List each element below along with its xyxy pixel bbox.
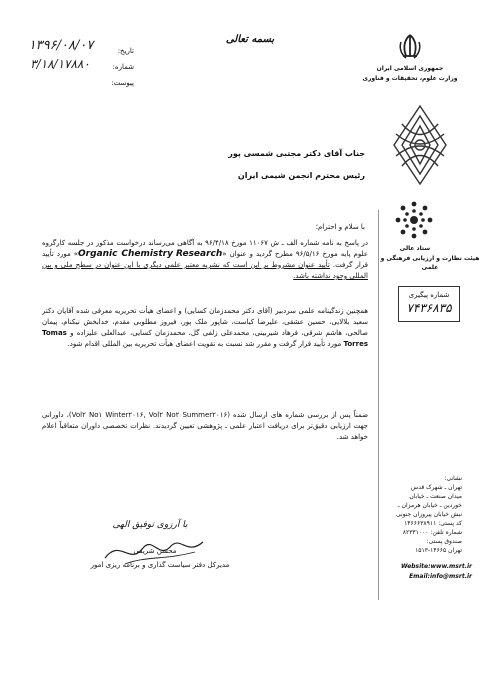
address-line: تهران ۱۴۶۶۵-۱۵۱۳ [415, 547, 462, 554]
signature-closing: با آرزوی توفیق الهی [112, 520, 188, 530]
p1-text-a: در پاسخ به نامه شماره الف ـ ش ۱۱۰۶۷ مورخ ۹۶/۴/۱۸ به آگاهی می‌رساند درخواست مذکور در جلسه کارگروه علوم پایه مورخ ۹۶/۵/۱۶ مطرح گردید و عنوان « [42, 239, 368, 258]
address-line: میدان صنعت ـ خیابان [409, 493, 462, 500]
tracking-label: شماره پیگیری [408, 291, 450, 299]
paragraph-2 [42, 306, 368, 350]
knot-ornament-icon [392, 104, 448, 186]
p3-issues-b: Summer۲۰۱۶ [182, 411, 228, 419]
p3-issues-a: Vol۲ No۱ Winter۲۰۱۶, Vol۲ No۲ [71, 411, 180, 419]
signature-title: مدیرکل دفتر سیاست گذاری و برنامه ریزی امور [90, 561, 230, 569]
ministry-line1: جمهوری اسلامی ایران [376, 65, 444, 72]
address-line: تهران ـ شهرک قدس [410, 484, 462, 491]
tracking-number: ۷۴۳۶۸۳۵ [406, 301, 452, 315]
signature-name: محسن شریفی [133, 547, 177, 555]
ministry-line2: وزارت علوم، تحقیقات و فناوری [362, 75, 458, 82]
p2-name-latin: Tomas Torres [42, 329, 368, 348]
website-link[interactable]: Website:www.msrt.ir [400, 563, 472, 570]
vertical-divider [378, 210, 379, 600]
p3-text-b: )، داورانی جهت ارزیابی دقیق‌تر برای دریافت اعتبار علمی ـ پژوهشی تعیین گردیدند. نظرات تخصصی داوران متعاقباً اعلام خواهد شد. [42, 411, 368, 441]
address-heading: نشانی: [444, 475, 462, 482]
email-link[interactable]: Email:info@msrt.ir [409, 573, 472, 580]
paragraph-1 [42, 238, 368, 282]
recipient-line1: جناب آقای دکتر مجتبی شمسی پور [228, 149, 365, 158]
side-org-name2: هیئت نظارت و ارزیابی فرهنگی و علمی [380, 255, 480, 271]
paragraph-3 [42, 410, 368, 443]
number-value: ۳/۱۸/۱۷۸۸۰ [30, 57, 90, 71]
date-label: تاریخ: [117, 47, 134, 55]
basmala: بسمه تعالی [225, 34, 275, 45]
number-label: شماره: [112, 63, 134, 71]
address-line: صندوق پستی: [426, 538, 462, 545]
p3-text-a: ضمناً پس از بررسی شماره های ارسال شده ( [227, 411, 369, 419]
p1-underlined: تأیید عنوان مشروط بر این است که نشریه معتبر علمی دیگری با این عنوان در سطح ملی و بین المللی وجود نداشته باشد. [42, 261, 368, 280]
p1-journal-a: Organic Chemistry [78, 249, 173, 259]
p2-text-b: مورد تأیید قرار گرفت و مقرر شد نسبت به تقویت اعضای هیأت تحریریه بین المللی اقدام شود. [67, 340, 342, 348]
swirl-logo-icon [392, 198, 436, 242]
address-line: نبش خیابان پیروزان جنوبی [395, 511, 462, 518]
tracking-box [398, 286, 460, 322]
date-value: ۱۳۹۶/۰۸/۰۷ [28, 38, 94, 53]
side-org-name1: ستاد عالی [399, 245, 431, 252]
attachment-label: پیوست: [111, 79, 134, 87]
address-block [382, 474, 462, 555]
iran-emblem-icon [395, 32, 425, 62]
p1-text-b: » مورد تأیید قرار گرفت. [42, 250, 368, 269]
p1-journal-b: Research [175, 249, 223, 259]
address-line: کد پستی: ۱۴۶۶۶۳۸۹۱۱ [404, 520, 462, 527]
greeting: با سلام و احترام؛ [315, 223, 365, 231]
address-line: شماره تلفن: ۸۲۳۳۱۰۰۰ [402, 529, 462, 536]
address-line: خوردین ـ خیابان هرمزان ـ [397, 502, 462, 509]
recipient-line2: رئیس محترم انجمن شیمی ایران [237, 171, 365, 180]
p2-text-a: همچنین زندگینامه علمی سردبیر (آقای دکتر محمدزمان کسایی) و اعضای هیأت تحریریه معرفی شده آقایان دکتر سعید بلالایی، حسین عشقی، علیرضا کیاست، شاپور ملک پور، فیروز مطلوبی مقدم، خدابخش نیکنام، پیمان صالحی، هاشم شرقی، فرهاد شیربینی، محمدعلی زلفی گل، محمدزمان کسایی، عبدالعلی علیزاده و [42, 307, 368, 337]
